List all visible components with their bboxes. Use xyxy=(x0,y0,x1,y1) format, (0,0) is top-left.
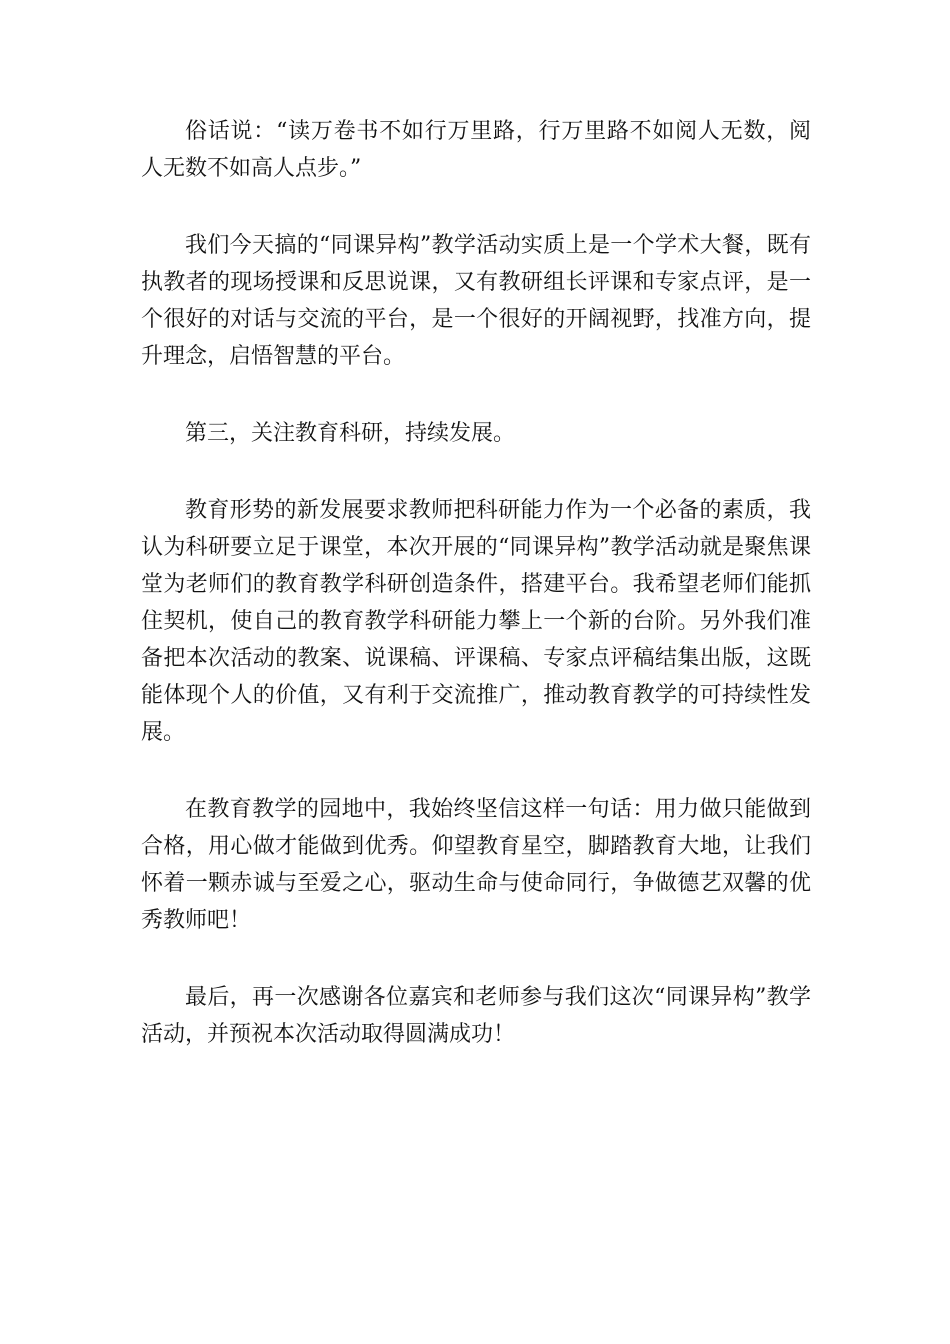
paragraph-proverb: 俗话说：“读万卷书不如行万里路，行万里路不如阅人无数，阅人无数不如高人点步。” xyxy=(141,119,811,181)
document-body xyxy=(141,113,811,1093)
paragraph-activity-description: 我们今天搞的“同课异构”教学活动实质上是一个学术大餐，既有执教者的现场授课和反思说课，又有教研组长评课和专家点评，是一个很好的对话与交流的平台，是一个很好的开阔视野，找准方向，提升理念，启悟智慧的平台。 xyxy=(141,233,811,369)
paragraph-research-development: 教育形势的新发展要求教师把科研能力作为一个必备的素质，我认为科研要立足于课堂，本次开展的“同课异构”教学活动就是聚焦课堂为老师们的教育教学科研创造条件，搭建平台。我希望老师们能抓住契机，使自己的教育教学科研能力攀上一个新的台阶。另外我们准备把本次活动的教案、说课稿、评课稿、专家点评稿结集出版，这既能体现个人的价值，又有利于交流推广，推动教育教学的可持续性发展。 xyxy=(141,498,811,745)
paragraph-section-heading: 第三，关注教育科研，持续发展。 xyxy=(185,421,516,446)
paragraph-closing-thanks: 最后，再一次感谢各位嘉宾和老师参与我们这次“同课异构”教学活动，并预祝本次活动取得圆满成功！ xyxy=(141,985,811,1047)
paragraph-teaching-belief: 在教育教学的园地中，我始终坚信这样一句话：用力做只能做到合格，用心做才能做到优秀。仰望教育星空，脚踏教育大地，让我们怀着一颗赤诚与至爱之心，驱动生命与使命同行，争做德艺双馨的优秀教师吧！ xyxy=(141,797,811,933)
